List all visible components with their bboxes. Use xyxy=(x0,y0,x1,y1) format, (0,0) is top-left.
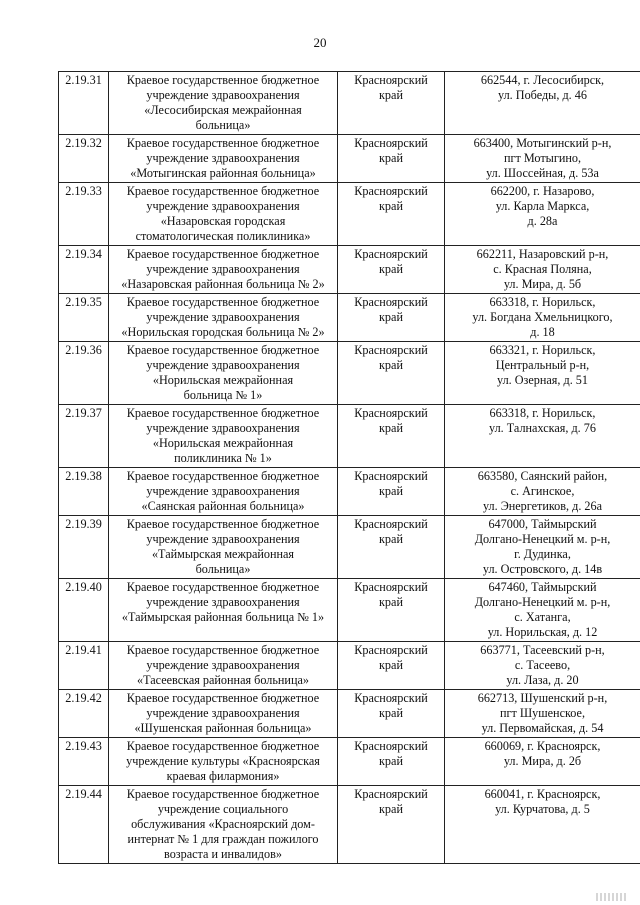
address-line: ул. Победы, д. 46 xyxy=(498,88,587,102)
table-row xyxy=(59,405,640,468)
institution-name-line: Краевое государственное бюджетное xyxy=(126,184,320,198)
address xyxy=(445,342,640,405)
institution-name-line: «Назаровская районная больница № 2» xyxy=(121,277,325,291)
region xyxy=(338,516,445,579)
table-row xyxy=(59,342,640,405)
item-number: 2.19.38 xyxy=(59,468,109,516)
address xyxy=(445,246,640,294)
institution-name-line: больница» xyxy=(195,562,251,576)
institution-name-line: учреждение здравоохранения xyxy=(146,88,300,102)
region-line: Красноярский xyxy=(354,343,428,357)
table-row xyxy=(59,294,640,342)
scan-artifact xyxy=(596,893,626,901)
address-line: 663771, Тасеевский р-н, xyxy=(480,643,605,657)
institution-name-line: учреждение социального xyxy=(157,802,289,816)
institution-name-line: учреждение здравоохранения xyxy=(146,199,300,213)
address-line: д. 18 xyxy=(530,325,555,339)
institution-name-line: Краевое государственное бюджетное xyxy=(126,787,320,801)
item-number: 2.19.41 xyxy=(59,642,109,690)
address-line: 660069, г. Красноярск, xyxy=(484,739,601,753)
address-line: ул. Лаза, д. 20 xyxy=(506,673,579,687)
region-line: край xyxy=(379,754,403,768)
institution-name-line: «Саянская районная больница» xyxy=(141,499,305,513)
address xyxy=(445,468,640,516)
institution-name-line: Краевое государственное бюджетное xyxy=(126,73,320,87)
item-number: 2.19.36 xyxy=(59,342,109,405)
region xyxy=(338,738,445,786)
address-line: 647460, Таймырский xyxy=(488,580,597,594)
institution-name-line: «Норильская межрайонная xyxy=(152,373,294,387)
institution-name-line: «Назаровская городская xyxy=(160,214,286,228)
address xyxy=(445,516,640,579)
institution-name-line: обслуживания «Красноярский дом- xyxy=(131,817,315,831)
institutions-table xyxy=(58,71,640,864)
address-line: ул. Норильская, д. 12 xyxy=(487,625,598,639)
address-line: с. Агинское, xyxy=(510,484,575,498)
institution-name-line: «Таймырская межрайонная xyxy=(151,547,295,561)
region xyxy=(338,183,445,246)
address-line: ул. Мира, д. 2б xyxy=(503,754,582,768)
item-number: 2.19.34 xyxy=(59,246,109,294)
address-line: ул. Карла Маркса, xyxy=(495,199,590,213)
institution-name-line: «Норильская городская больница № 2» xyxy=(121,325,325,339)
institution-name-line: Краевое государственное бюджетное xyxy=(126,295,320,309)
region xyxy=(338,342,445,405)
institution-name-line: больница» xyxy=(195,118,251,132)
item-number: 2.19.33 xyxy=(59,183,109,246)
institution-name xyxy=(109,72,338,135)
institution-name-line: учреждение здравоохранения xyxy=(146,484,300,498)
address xyxy=(445,642,640,690)
region-line: Красноярский xyxy=(354,247,428,261)
address-line: 663580, Саянский район, xyxy=(477,469,608,483)
region-line: Красноярский xyxy=(354,787,428,801)
institution-name xyxy=(109,246,338,294)
address xyxy=(445,579,640,642)
region xyxy=(338,294,445,342)
region-line: Красноярский xyxy=(354,184,428,198)
address-line: 647000, Таймырский xyxy=(488,517,597,531)
institution-name xyxy=(109,294,338,342)
region-line: Красноярский xyxy=(354,691,428,705)
item-number: 2.19.39 xyxy=(59,516,109,579)
item-number: 2.19.43 xyxy=(59,738,109,786)
institution-name-line: больница № 1» xyxy=(183,388,263,402)
region-line: край xyxy=(379,199,403,213)
institution-name xyxy=(109,183,338,246)
address-line: Долгано-Ненецкий м. р-н, xyxy=(474,595,611,609)
region-line: Красноярский xyxy=(354,136,428,150)
address-line: 663321, г. Норильск, xyxy=(489,343,596,357)
region-line: край xyxy=(379,706,403,720)
region-line: Красноярский xyxy=(354,469,428,483)
address-line: 662200, г. Назарово, xyxy=(490,184,595,198)
item-number: 2.19.40 xyxy=(59,579,109,642)
region xyxy=(338,405,445,468)
institution-name xyxy=(109,516,338,579)
institution-name-line: возраста и инвалидов» xyxy=(164,847,282,861)
institution-name-line: стоматологическая поликлиника» xyxy=(135,229,311,243)
address xyxy=(445,183,640,246)
institution-name-line: «Лесосибирская межрайонная xyxy=(144,103,302,117)
page-number: 20 xyxy=(313,35,327,50)
item-number: 2.19.32 xyxy=(59,135,109,183)
region-line: Красноярский xyxy=(354,580,428,594)
institution-name xyxy=(109,342,338,405)
table-row xyxy=(59,72,640,135)
item-number: 2.19.31 xyxy=(59,72,109,135)
region-line: Красноярский xyxy=(354,643,428,657)
region-line: край xyxy=(379,262,403,276)
table-row xyxy=(59,738,640,786)
table-row xyxy=(59,579,640,642)
table-row xyxy=(59,786,640,864)
address-line: 663318, г. Норильск, xyxy=(489,295,596,309)
region xyxy=(338,579,445,642)
item-number: 2.19.44 xyxy=(59,786,109,864)
region-line: Красноярский xyxy=(354,73,428,87)
institution-name xyxy=(109,135,338,183)
table-body xyxy=(59,72,640,864)
table-row xyxy=(59,642,640,690)
institution-name-line: учреждение здравоохранения xyxy=(146,532,300,546)
address-line: ул. Богдана Хмельницкого, xyxy=(472,310,613,324)
institution-name-line: «Шушенская районная больница» xyxy=(134,721,312,735)
address-line: с. Красная Поляна, xyxy=(493,262,592,276)
table-row xyxy=(59,468,640,516)
institution-name-line: учреждение здравоохранения xyxy=(146,658,300,672)
region xyxy=(338,72,445,135)
institution-name xyxy=(109,786,338,864)
institution-name-line: учреждение здравоохранения xyxy=(146,706,300,720)
region-line: Красноярский xyxy=(354,406,428,420)
region-line: край xyxy=(379,421,403,435)
address xyxy=(445,135,640,183)
address-line: пгт Шушенское, xyxy=(499,706,585,720)
institution-name-line: «Норильская межрайонная xyxy=(152,436,294,450)
institution-name-line: учреждение здравоохранения xyxy=(146,595,300,609)
institution-name-line: учреждение здравоохранения xyxy=(146,151,300,165)
institution-name-line: Краевое государственное бюджетное xyxy=(126,406,320,420)
institution-name-line: Краевое государственное бюджетное xyxy=(126,580,320,594)
address-line: с. Тасеево, xyxy=(514,658,571,672)
address-line: ул. Островского, д. 14в xyxy=(482,562,603,576)
region-line: Красноярский xyxy=(354,739,428,753)
region-line: край xyxy=(379,532,403,546)
address xyxy=(445,690,640,738)
region xyxy=(338,786,445,864)
address-line: Долгано-Ненецкий м. р-н, xyxy=(474,532,611,546)
region-line: край xyxy=(379,310,403,324)
institution-name-line: Краевое государственное бюджетное xyxy=(126,691,320,705)
institution-name xyxy=(109,405,338,468)
address-line: 662713, Шушенский р-н, xyxy=(477,691,608,705)
institution-name-line: «Тасеевская районная больница» xyxy=(137,673,309,687)
institution-name-line: «Мотыгинская районная больница» xyxy=(130,166,316,180)
address-line: 662211, Назаровский р-н, xyxy=(476,247,609,261)
address-line: 660041, г. Красноярск, xyxy=(484,787,601,801)
address-line: с. Хатанга, xyxy=(514,610,571,624)
address-line: ул. Шоссейная, д. 53а xyxy=(486,166,599,180)
institution-name-line: Краевое государственное бюджетное xyxy=(126,643,320,657)
region-line: край xyxy=(379,358,403,372)
institution-name-line: поликлиника № 1» xyxy=(174,451,272,465)
region-line: Красноярский xyxy=(354,517,428,531)
region xyxy=(338,135,445,183)
address xyxy=(445,405,640,468)
address-line: Центральный р-н, xyxy=(495,358,590,372)
region xyxy=(338,690,445,738)
table-row xyxy=(59,246,640,294)
region-line: край xyxy=(379,484,403,498)
table-row xyxy=(59,135,640,183)
institution-name-line: Краевое государственное бюджетное xyxy=(126,343,320,357)
region xyxy=(338,468,445,516)
item-number: 2.19.37 xyxy=(59,405,109,468)
region xyxy=(338,246,445,294)
item-number: 2.19.35 xyxy=(59,294,109,342)
region-line: край xyxy=(379,151,403,165)
institution-name-line: учреждение здравоохранения xyxy=(146,262,300,276)
address-line: ул. Первомайская, д. 54 xyxy=(481,721,604,735)
address-line: пгт Мотыгино, xyxy=(503,151,582,165)
address-line: д. 28а xyxy=(527,214,558,228)
institution-name-line: учреждение культуры «Красноярская xyxy=(126,754,320,768)
institution-name-line: интернат № 1 для граждан пожилого xyxy=(127,832,319,846)
address-line: ул. Мира, д. 5б xyxy=(503,277,582,291)
address-line: ул. Энергетиков, д. 26а xyxy=(482,499,603,513)
table-row xyxy=(59,516,640,579)
institution-name xyxy=(109,690,338,738)
address xyxy=(445,294,640,342)
address-line: 663318, г. Норильск, xyxy=(489,406,596,420)
region-line: край xyxy=(379,658,403,672)
institution-name-line: учреждение здравоохранения xyxy=(146,421,300,435)
address-line: ул. Курчатова, д. 5 xyxy=(495,802,590,816)
institution-name-line: Краевое государственное бюджетное xyxy=(126,739,320,753)
institution-name-line: «Таймырская районная больница № 1» xyxy=(121,610,325,624)
institution-name-line: Краевое государственное бюджетное xyxy=(126,136,320,150)
institution-name-line: Краевое государственное бюджетное xyxy=(126,469,320,483)
institution-name-line: учреждение здравоохранения xyxy=(146,310,300,324)
institution-name-line: краевая филармония» xyxy=(166,769,280,783)
region xyxy=(338,642,445,690)
address xyxy=(445,738,640,786)
region-line: край xyxy=(379,802,403,816)
institution-name xyxy=(109,468,338,516)
address xyxy=(445,72,640,135)
region-line: Красноярский xyxy=(354,295,428,309)
address-line: ул. Озерная, д. 51 xyxy=(497,373,588,387)
table-row xyxy=(59,690,640,738)
institution-name-line: Краевое государственное бюджетное xyxy=(126,247,320,261)
table-row xyxy=(59,183,640,246)
institution-name-line: Краевое государственное бюджетное xyxy=(126,517,320,531)
region-line: край xyxy=(379,88,403,102)
address-line: 662544, г. Лесосибирск, xyxy=(480,73,605,87)
address-line: ул. Талнахская, д. 76 xyxy=(489,421,596,435)
institution-name-line: учреждение здравоохранения xyxy=(146,358,300,372)
institution-name xyxy=(109,579,338,642)
address-line: г. Дудинка, xyxy=(514,547,571,561)
region-line: край xyxy=(379,595,403,609)
institution-name xyxy=(109,642,338,690)
institution-name xyxy=(109,738,338,786)
address-line: 663400, Мотыгинский р-н, xyxy=(473,136,612,150)
address xyxy=(445,786,640,864)
item-number: 2.19.42 xyxy=(59,690,109,738)
